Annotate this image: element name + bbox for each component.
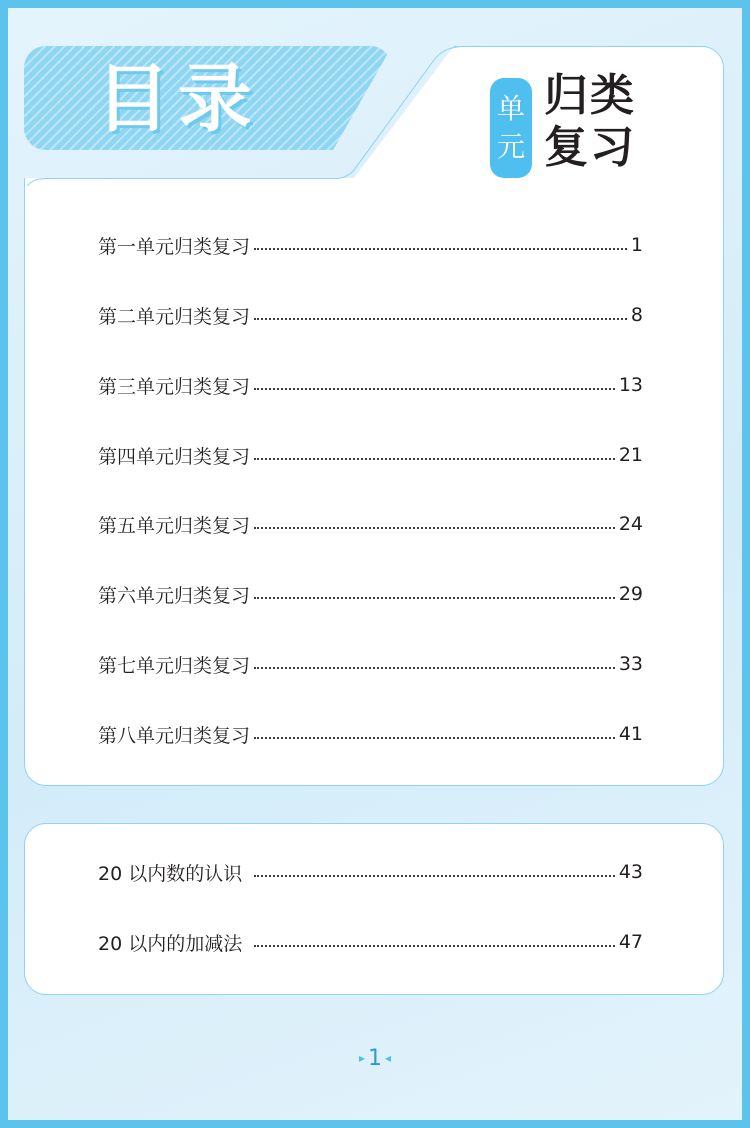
dot-leader [254, 945, 615, 947]
chevron-left-icon: ◂ [385, 1051, 392, 1065]
dot-leader [254, 248, 627, 250]
toc-entry-title: 第五单元归类复习 [98, 514, 251, 537]
toc-entry[interactable] [98, 857, 643, 887]
toc-entry-page: 24 [618, 513, 643, 535]
page-title: 目录 [96, 56, 260, 142]
toc-entry-title: 第四单元归类复习 [98, 445, 251, 468]
dot-leader [254, 597, 615, 599]
dot-leader [254, 458, 615, 460]
toc-entry-title: 第一单元归类复习 [98, 235, 251, 258]
toc-entry-title: 第六单元归类复习 [98, 584, 251, 607]
unit-review-line: 归类 [544, 70, 636, 121]
toc-entry-title: 第二单元归类复习 [98, 305, 251, 328]
page-number [0, 1043, 750, 1073]
toc-extra-panel [24, 823, 724, 995]
toc-entry[interactable] [98, 440, 643, 470]
toc-entry[interactable] [98, 719, 643, 749]
unit-badge-char: 单 [496, 92, 525, 125]
toc-entry[interactable] [98, 509, 643, 539]
toc-entry[interactable] [98, 649, 643, 679]
unit-review-line: 复习 [544, 122, 636, 173]
dot-leader [254, 388, 615, 390]
toc-entry-page: 8 [630, 304, 643, 326]
toc-entry[interactable] [98, 579, 643, 609]
toc-entry-page: 1 [630, 234, 643, 256]
dot-leader [254, 318, 627, 320]
toc-entry-page: 29 [618, 583, 643, 605]
top-strip [0, 0, 750, 8]
dot-leader [254, 737, 615, 739]
dot-leader [254, 667, 615, 669]
toc-entry[interactable] [98, 230, 643, 260]
unit-badge [490, 78, 532, 178]
toc-entry-title: 20 以内数的认识 [98, 862, 243, 885]
toc-entry[interactable] [98, 370, 643, 400]
toc-entry[interactable] [98, 300, 643, 330]
toc-entry-page: 43 [618, 861, 643, 883]
toc-entry[interactable] [98, 927, 643, 957]
chevron-right-icon: ▸ [358, 1051, 365, 1065]
toc-entry-page: 47 [618, 931, 643, 953]
toc-entry-page: 41 [618, 723, 643, 745]
toc-entry-title: 第七单元归类复习 [98, 654, 251, 677]
toc-entry-title: 20 以内的加减法 [98, 932, 243, 955]
toc-entry-title: 第三单元归类复习 [98, 375, 251, 398]
dot-leader [254, 875, 615, 877]
toc-entry-page: 21 [618, 444, 643, 466]
unit-review-label [544, 70, 636, 174]
dot-leader [254, 527, 615, 529]
toc-entry-title: 第八单元归类复习 [98, 724, 251, 747]
toc-entry-page: 33 [618, 653, 643, 675]
page-number-value: 1 [368, 1045, 382, 1071]
toc-entry-page: 13 [618, 374, 643, 396]
unit-badge-char: 元 [496, 130, 525, 163]
